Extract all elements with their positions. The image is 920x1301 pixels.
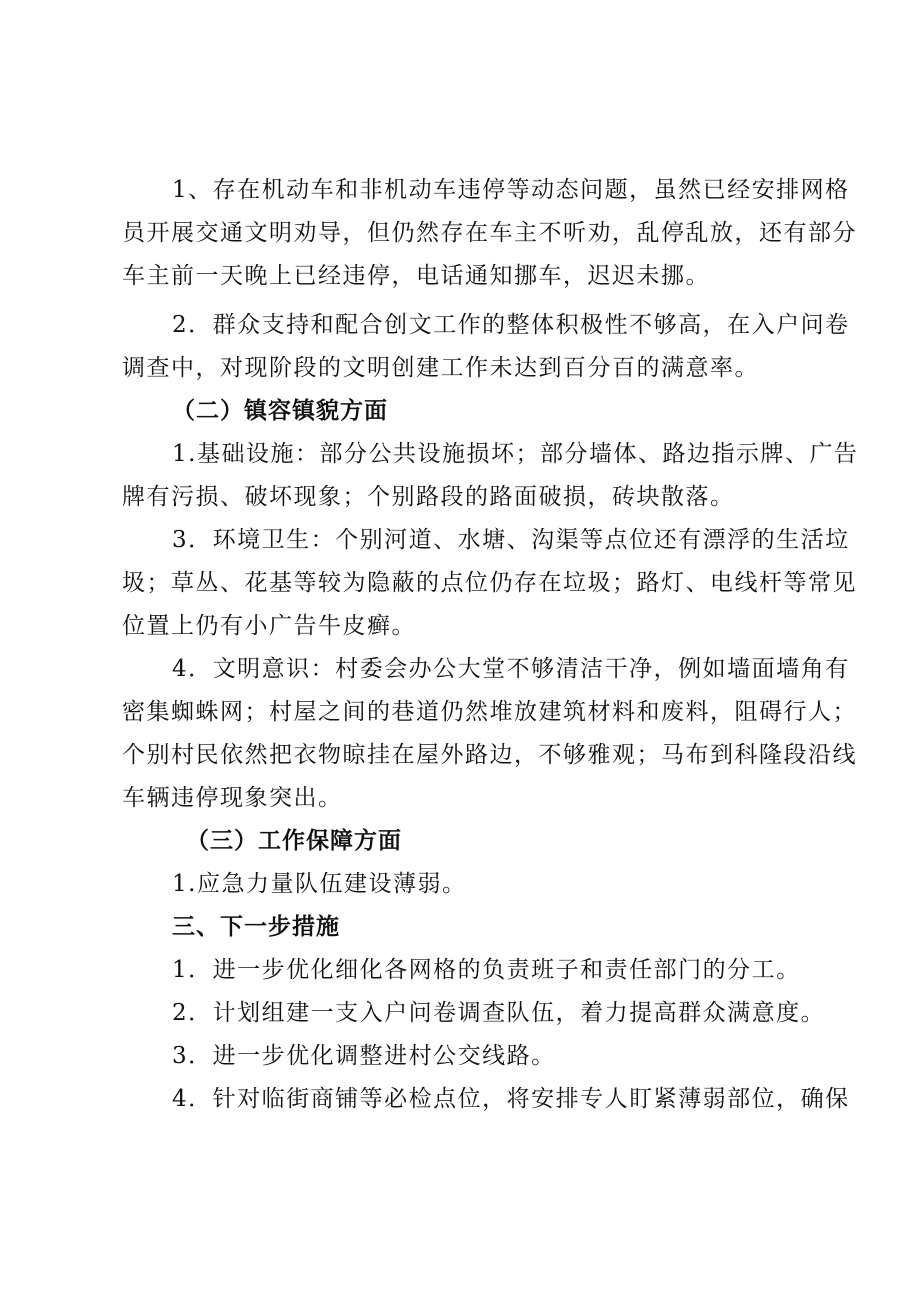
paragraph-line: 3．环境卫生：个别河道、水塘、沟渠等点位还有漂浮的生活垃 bbox=[172, 527, 850, 553]
section-heading: （二）镇容镇貌方面 bbox=[172, 397, 388, 424]
paragraph-line: 1．进一步优化细化各网格的负责班子和责任部门的分工。 bbox=[172, 957, 801, 983]
paragraph-line: 2．群众支持和配合创文工作的整体积极性不够高，在入户问卷 bbox=[172, 312, 850, 338]
paragraph-line: 1.应急力量队伍建设薄弱。 bbox=[172, 871, 467, 897]
paragraph-line: 牌有污损、破坏现象；个别路段的路面破损，砖块散落。 bbox=[122, 484, 735, 510]
section-heading: （三）工作保障方面 bbox=[186, 827, 402, 854]
paragraph-line: 4．文明意识：村委会办公大堂不够清洁干净，例如墙面墙角有 bbox=[172, 656, 850, 682]
chapter-heading: 三、下一步措施 bbox=[172, 913, 340, 940]
paragraph-line: 2．计划组建一支入户问卷调查队伍，着力提高群众满意度。 bbox=[172, 1000, 826, 1026]
paragraph-line: 车主前一天晚上已经违停，电话通知挪车，迟迟未挪。 bbox=[122, 263, 710, 289]
paragraph-line: 4．针对临街商铺等必检点位，将安排专人盯紧薄弱部位，确保 bbox=[172, 1086, 850, 1112]
paragraph-line: 1.基础设施：部分公共设施损坏；部分墙体、路边指示牌、广告 bbox=[172, 441, 859, 467]
paragraph-line: 1、存在机动车和非机动车违停等动态问题，虽然已经安排网格 bbox=[172, 177, 850, 203]
paragraph-line: 车辆违停现象突出。 bbox=[122, 785, 343, 811]
paragraph-line: 圾；草丛、花基等较为隐蔽的点位仍存在垃圾；路灯、电线杆等常见 bbox=[122, 570, 857, 596]
paragraph-line: 个别村民依然把衣物晾挂在屋外路边，不够雅观；马布到科隆段沿线 bbox=[122, 742, 857, 768]
paragraph-line: 调查中，对现阶段的文明创建工作未达到百分百的满意率。 bbox=[122, 355, 759, 381]
paragraph-line: 位置上仍有小广告牛皮癣。 bbox=[122, 613, 416, 639]
paragraph-line: 3．进一步优化调整进村公交线路。 bbox=[172, 1043, 556, 1069]
paragraph-line: 密集蜘蛛网；村屋之间的巷道仍然堆放建筑材料和废料，阻碍行人； bbox=[122, 699, 857, 725]
paragraph-line: 员开展交通文明劝导，但仍然存在车主不听劝，乱停乱放，还有部分 bbox=[122, 220, 857, 246]
